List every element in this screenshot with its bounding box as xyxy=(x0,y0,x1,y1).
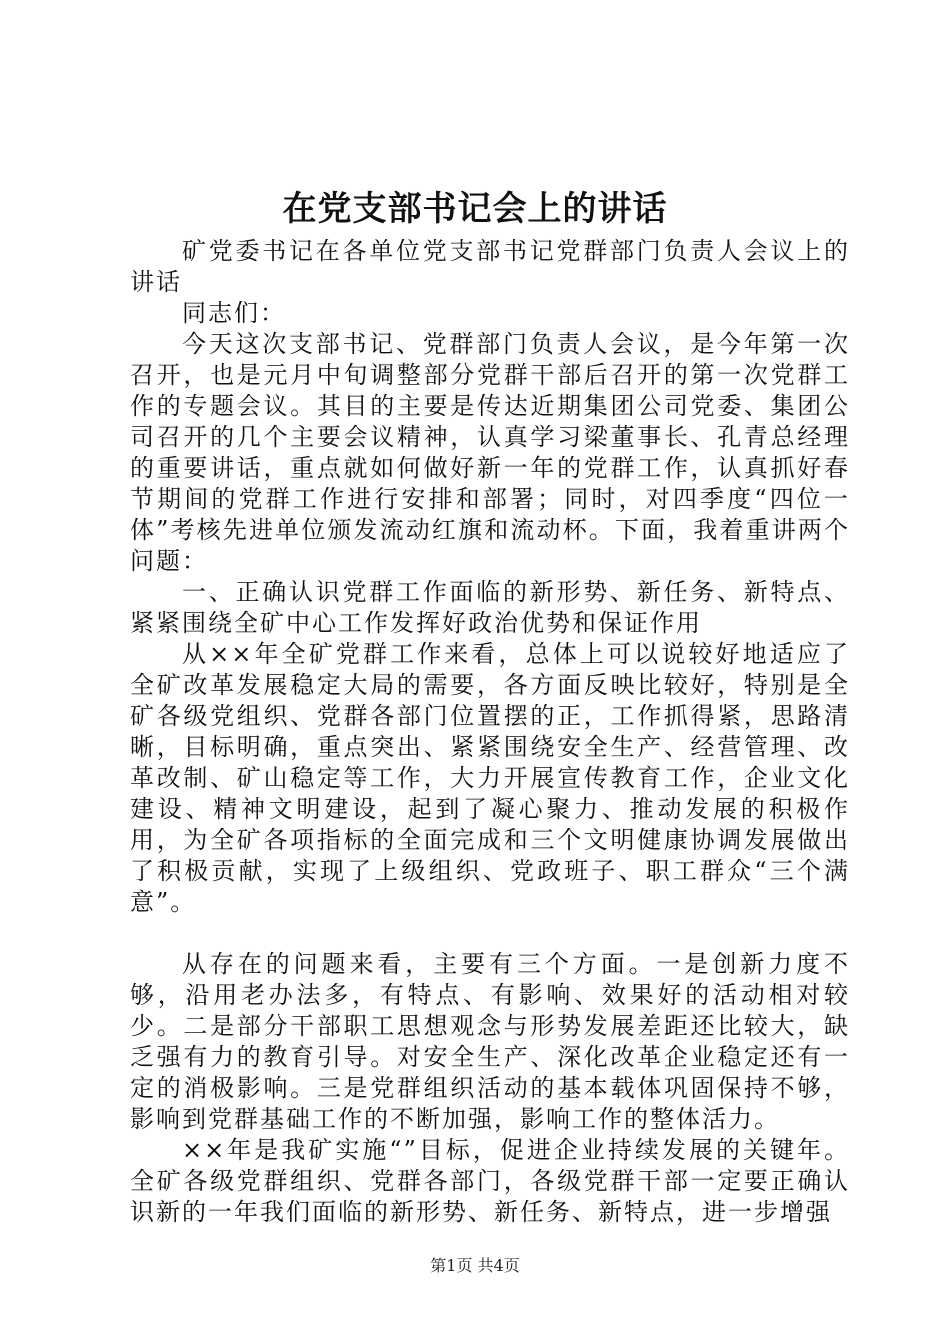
achievements-paragraph: 从××年全矿党群工作来看，总体上可以说较好地适应了全矿改革发展稳定大局的需要，各方面反映比较好，特别是全矿各级党组织、党群各部门位置摆的正，工作抓得紧，思路清晰，目标明确，重点突出、紧紧围绕安全生产、经营管理、改革改制、矿山稳定等工作，大力开展宣传教育工作，企业文化建设、精神文明建设，起到了凝心聚力、推动发展的积极作用，为全矿各项指标的全面完成和三个文明健康协调发展做出了积极贡献，实现了上级组织、党政班子、职工群众“三个满意”。 xyxy=(130,640,850,916)
key-year-paragraph: ××年是我矿实施“”目标，促进企业持续发展的关键年。全矿各级党群组织、党群各部门，各级党群干部一定要正确认识新的一年我们面临的新形势、新任务、新特点，进一步增强 xyxy=(130,1136,850,1226)
section-heading-paragraph: 一、正确认识党群工作面临的新形势、新任务、新特点、紧紧围绕全矿中心工作发挥好政治优势和保证作用 xyxy=(130,578,850,637)
problems-paragraph: 从存在的问题来看，主要有三个方面。一是创新力度不够，沿用老办法多，有特点、有影响、效果好的活动相对较少。二是部分干部职工思想观念与形势发展差距还比较大，缺乏强有力的教育引导。对安全生产、深化改革企业稳定还有一定的消极影响。三是党群组织活动的基本载体巩固保持不够，影响到党群基础工作的不断加强，影响工作的整体活力。 xyxy=(130,950,850,1133)
document-title: 在党支部书记会上的讲话 xyxy=(282,189,668,229)
document-body xyxy=(130,236,850,1228)
salutation-paragraph: 同志们： xyxy=(182,299,286,327)
page-footer: 第1页 共4页 xyxy=(430,1256,520,1275)
intro-paragraph: 今天这次支部书记、党群部门负责人会议，是今年第一次召开，也是元月中旬调整部分党群干部后召开的第一次党群工作的专题会议。其目的主要是传达近期集团公司党委、集团公司召开的几个主要会议精神，认真学习梁董事长、孔青总经理的重要讲话，重点就如何做好新一年的党群工作，认真抓好春节期间的党群工作进行安排和部署；同时，对四季度“四位一体”考核先进单位颁发流动红旗和流动杯。下面，我着重讲两个问题： xyxy=(130,330,850,575)
speech-subtitle-paragraph: 矿党委书记在各单位党支部书记党群部门负责人会议上的讲话 xyxy=(130,237,850,296)
